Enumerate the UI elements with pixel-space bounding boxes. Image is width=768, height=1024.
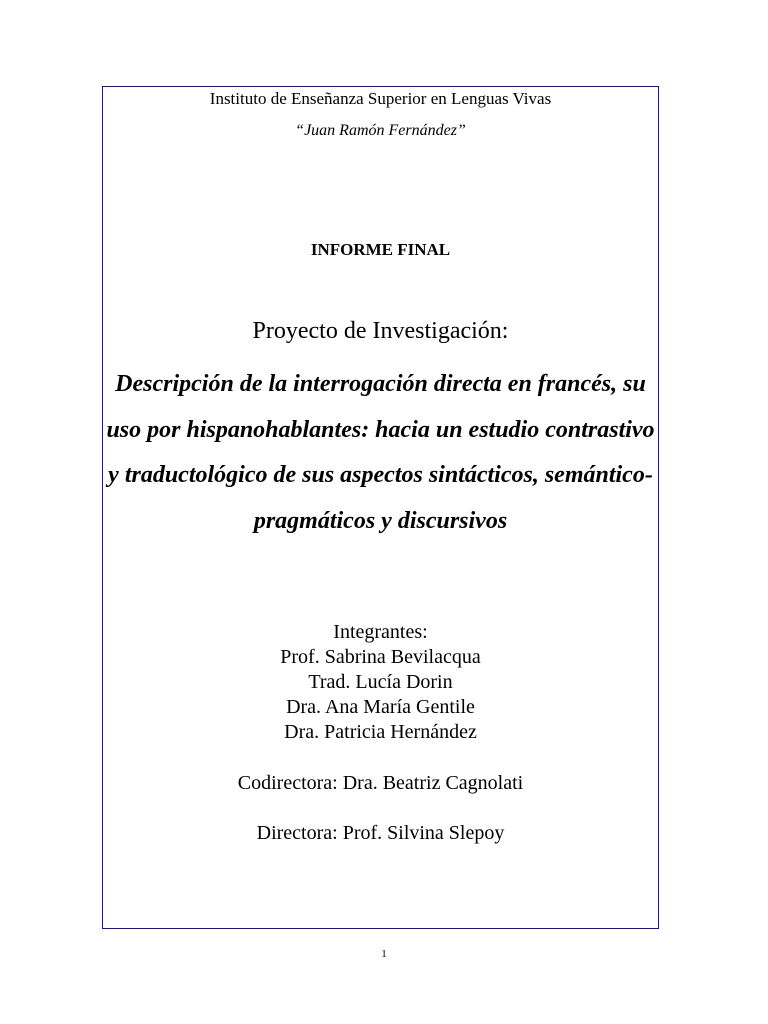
project-title: Descripción de la interrogación directa en francés, su uso por hispanohablantes: hacia un estudio contrastivo y traductológico de sus aspectos sintácticos, semántico-pragmáticos y discursivos — [106, 371, 655, 534]
member-name: Prof. Sabrina Bevilacqua — [280, 646, 481, 668]
member-name: Trad. Lucía Dorin — [308, 671, 453, 693]
institute-heading: Instituto de Enseñanza Superior en Lenguas Vivas — [209, 89, 552, 108]
director-line: Directora: Prof. Silvina Slepoy — [256, 822, 505, 844]
report-type-title: INFORME FINAL — [310, 240, 451, 259]
codirector-line: Codirectora: Dra. Beatriz Cagnolati — [237, 772, 524, 794]
page-number: 1 — [381, 948, 387, 960]
members-label: Integrantes: — [333, 621, 428, 643]
institute-name: “Juan Ramón Fernández” — [295, 122, 466, 139]
member-name: Dra. Ana María Gentile — [286, 696, 475, 718]
project-label: Proyecto de Investigación: — [252, 318, 509, 344]
member-name: Dra. Patricia Hernández — [284, 721, 477, 743]
